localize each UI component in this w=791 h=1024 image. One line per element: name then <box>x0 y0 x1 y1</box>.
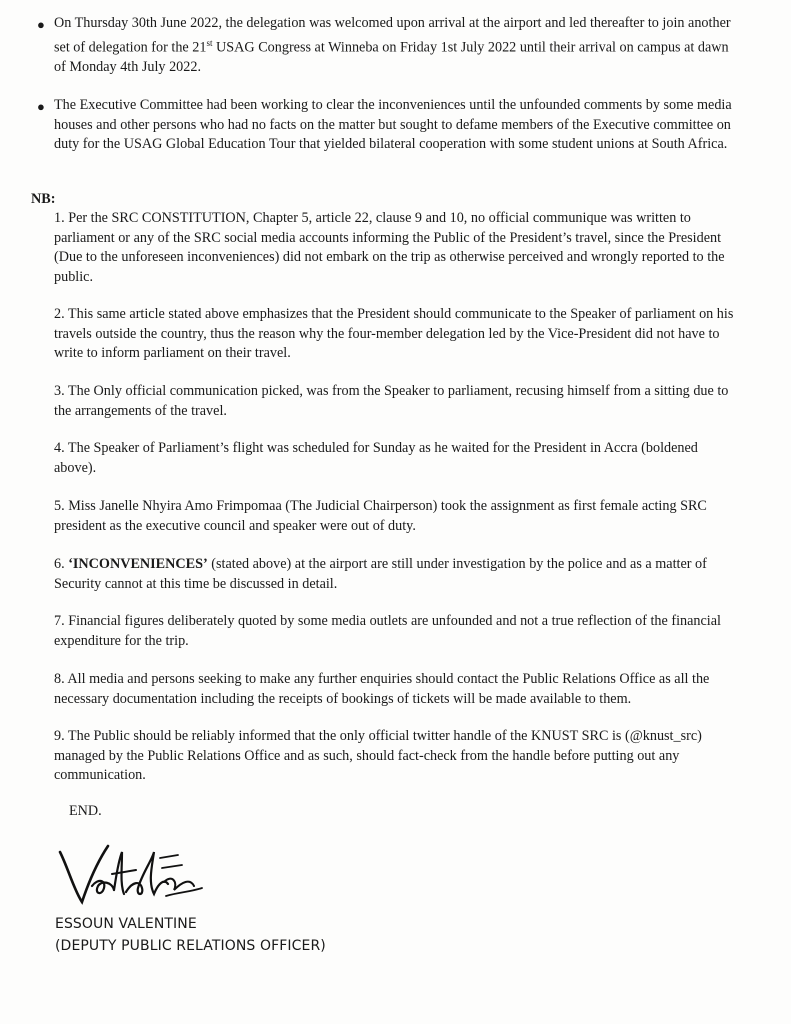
ordinal-superscript: st <box>206 37 213 48</box>
bullet-text-part: USAG Congress at Winneba on Friday 1st July 2022 until their arrival on campus at dawn of Monday 4th July 2022. <box>54 39 729 75</box>
note-item: 4. The Speaker of Parliament’s flight was scheduled for Sunday as he waited for the President in Accra (boldened above). <box>54 440 698 476</box>
note-item: 3. The Only official communication picked, was from the Speaker to parliament, recusing himself from a sitting due to the arrangements of the travel. <box>54 383 729 419</box>
note-item: 7. Financial figures deliberately quoted by some media outlets are unfounded and not a true reflection of the financial expenditure for the trip. <box>54 613 721 649</box>
bullet-text-part: On Thursday 30th June 2022, the delegation was welcomed upon arrival at the airport and led thereafter to join another set of delegation for the 21 <box>54 15 731 56</box>
nb-heading: NB: <box>31 191 56 207</box>
signer-title: (DEPUTY PUBLIC RELATIONS OFFICER) <box>55 938 326 954</box>
note-text-part: (stated above) at the airport are still under investigation by the police and as a matter of Security cannot at this time be discussed in detail. <box>54 556 707 592</box>
note-text-part: 6. <box>54 556 69 572</box>
bullet-item <box>37 96 737 155</box>
note-item: 9. The Public should be reliably informed that the only official twitter handle of the KNUST SRC is (@knust_src) managed by the Public Relations Office and as such, should fact-check from the handle before putting out any communication. <box>54 728 702 783</box>
note-item <box>54 555 740 594</box>
end-marker: END. <box>69 803 102 819</box>
note-item: 1. Per the SRC CONSTITUTION, Chapter 5, article 22, clause 9 and 10, no official communique was written to parliament or any of the SRC social media accounts informing the Public of the President’s travel, since the President (Due to the unforeseen inconveniences) did not embark on the trip as otherwise perceived and wrongly reported to the public. <box>54 210 725 285</box>
bullet-dot-icon: ● <box>37 99 45 114</box>
note-emphasis: ‘INCONVENIENCES’ <box>68 556 208 572</box>
bullet-dot-icon: ● <box>37 17 45 32</box>
signer-name: ESSOUN VALENTINE <box>55 916 197 932</box>
note-item: 2. This same article stated above emphasizes that the President should communicate to the Speaker of parliament on his travels outside the country, thus the reason why the four-member delegation led by the Vice-President did not have to write to inform parliament on their travel. <box>54 306 734 361</box>
bullet-text: The Executive Committee had been working to clear the inconveniences until the unfounded comments by some media houses and other persons who had no facts on the matter but sought to defame members of the Executive committee on duty for the USAG Global Education Tour that yielded bilateral cooperation with some student unions at South Africa. <box>54 97 732 152</box>
note-item: 5. Miss Janelle Nhyira Amo Frimpomaa (The Judicial Chairperson) took the assignment as first female acting SRC president as the executive council and speaker were out of duty. <box>54 498 707 534</box>
handwritten-signature-icon <box>56 838 206 910</box>
bullet-item <box>37 14 737 77</box>
bullet-text <box>54 14 737 77</box>
note-item: 8. All media and persons seeking to make any further enquiries should contact the Public Relations Office as all the necessary documentation including the receipts of bookings of tickets will be made available to them. <box>54 671 710 707</box>
